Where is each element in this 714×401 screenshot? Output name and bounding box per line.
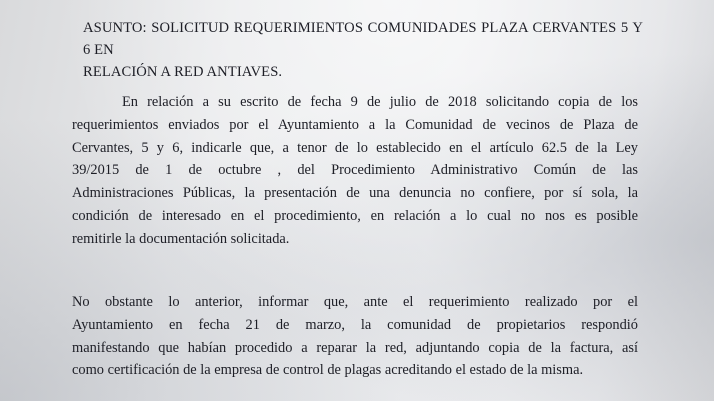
paragraph-1-line: Cervantes, 5 y 6, indicarle que, a tenor de lo establecido en el artículo 62.5 de la Ley: [72, 139, 638, 156]
paragraph-2-line: Ayuntamiento en fecha 21 de marzo, la comunidad de propietarios respondió: [72, 316, 638, 333]
paragraph-2: [72, 291, 638, 382]
paragraph-1: [72, 91, 638, 251]
subject-heading: [83, 17, 643, 83]
paragraph-2-line: No obstante lo anterior, informar que, ante el requerimiento realizado por el: [72, 294, 638, 310]
paragraph-1-line: Administraciones Públicas, la presentación de una denuncia no confiere, por sí sola, la: [72, 185, 638, 202]
paragraph-1-line: 39/2015 de 1 de octubre , del Procedimiento Administrativo Común de las: [72, 162, 638, 179]
subject-line-1: ASUNTO: SOLICITUD REQUERIMIENTOS COMUNIDADES PLAZA CERVANTES 5 Y 6 EN: [83, 20, 643, 58]
subject-line-2: RELACIÓN A RED ANTIAVES.: [83, 64, 283, 80]
paragraph-1-line: remitirle la documentación solicitada.: [72, 230, 290, 247]
paragraph-1-line: condición de interesado en el procedimiento, en relación a lo cual no nos es posible: [72, 207, 638, 224]
paragraph-1-line: requerimientos enviados por el Ayuntamiento a la Comunidad de vecinos de Plaza de: [72, 116, 638, 133]
paragraph-1-line: En relación a su escrito de fecha 9 de julio de 2018 solicitando copia de los: [122, 94, 638, 110]
paragraph-2-line: como certificación de la empresa de control de plagas acreditando el estado de la misma.: [72, 362, 584, 379]
paragraph-2-line: manifestando que habían procedido a reparar la red, adjuntando copia de la factura, así: [72, 339, 638, 356]
